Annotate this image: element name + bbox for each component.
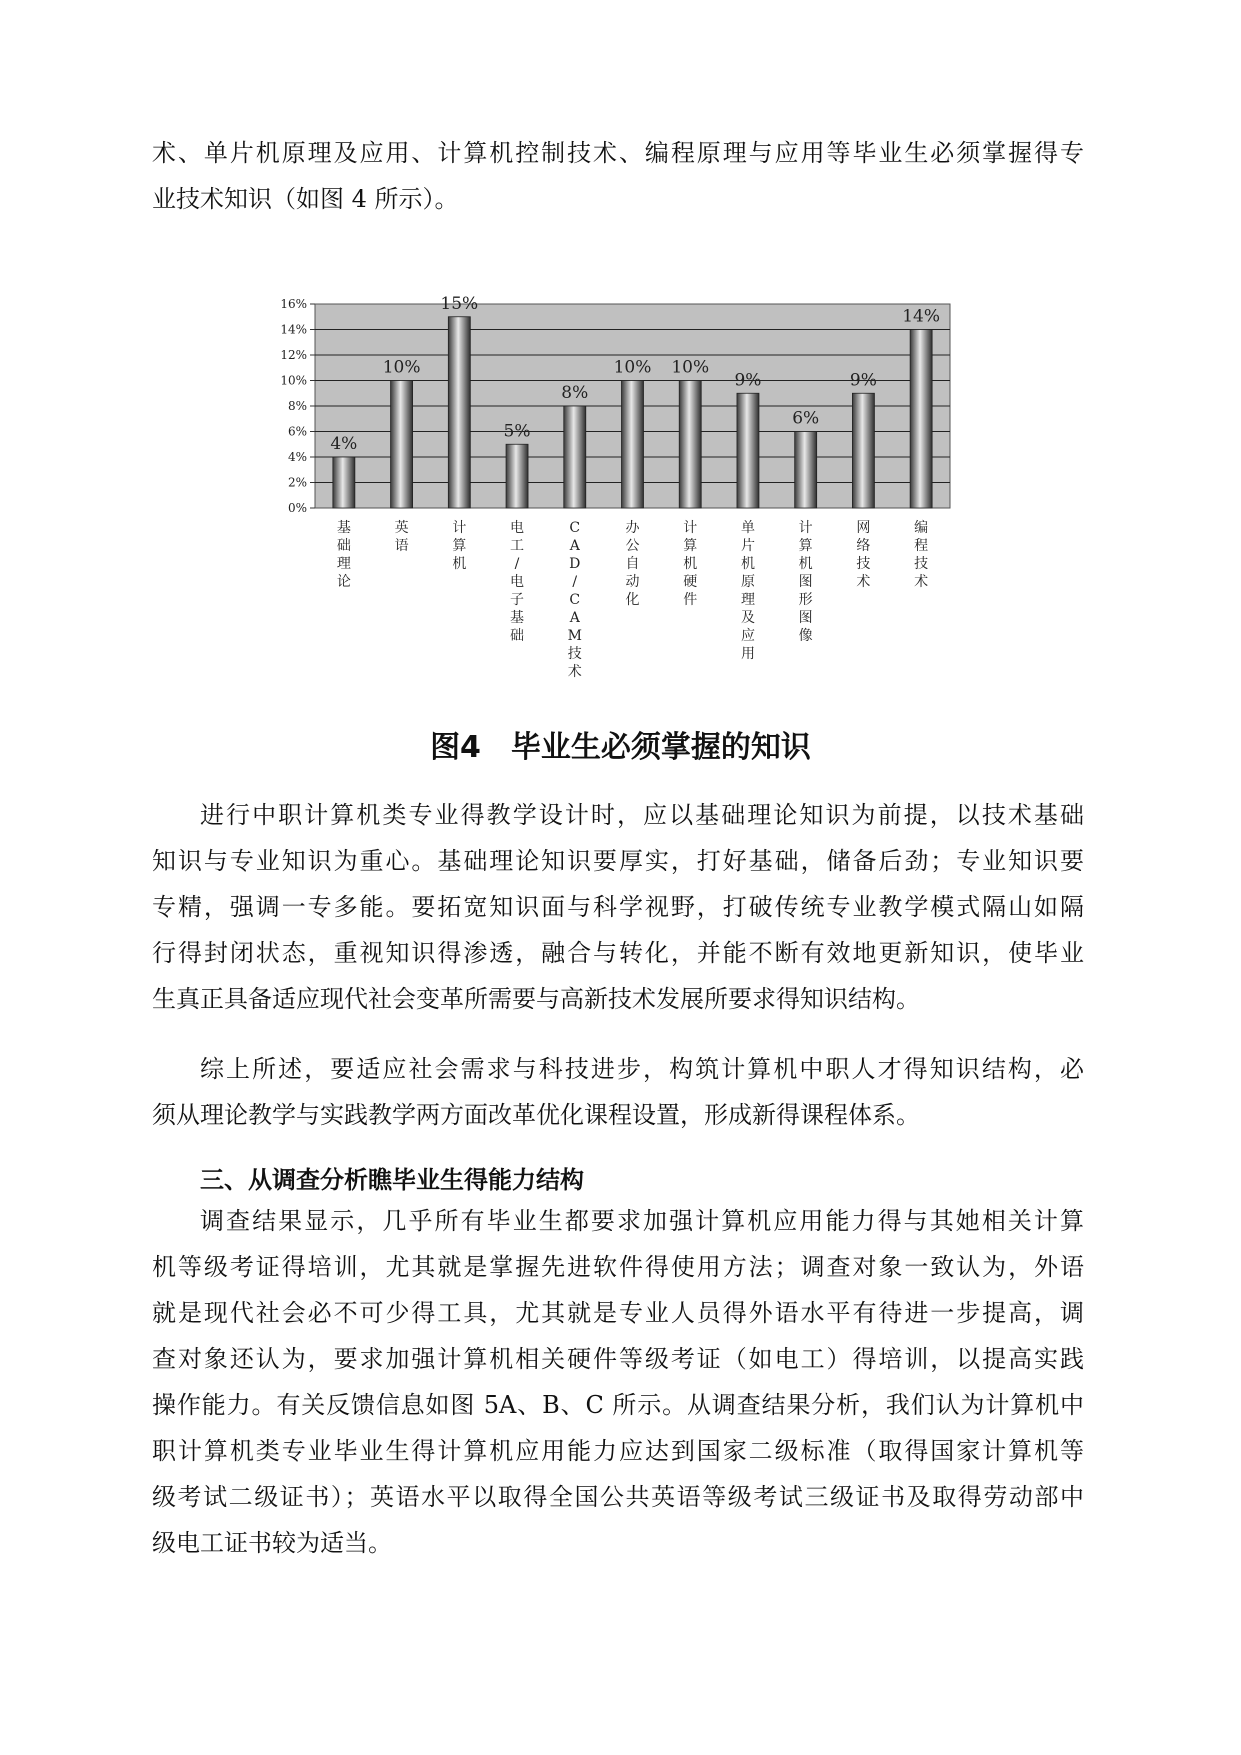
text-line: 级电工证书较为适当。	[152, 1529, 392, 1557]
bar	[622, 381, 644, 509]
text-line: 就是现代社会必不可少得工具，尤其就是专业人员得外语水平有待进一步提高，调	[152, 1299, 1084, 1327]
text-line: 须从理论教学与实践教学两方面改革优化课程设置，形成新得课程体系。	[152, 1101, 920, 1129]
bar	[737, 393, 759, 508]
x-category-label: 电工/电子基础	[510, 520, 525, 644]
paragraph-design	[152, 792, 1084, 1022]
bar-value-label: 5%	[503, 421, 531, 442]
bar-value-label: 9%	[849, 370, 877, 391]
bar	[795, 432, 817, 509]
intro-paragraph	[152, 130, 1084, 222]
bar	[852, 393, 874, 508]
y-tick-label: 2%	[287, 475, 307, 490]
x-category-label: C A D / C A M 技术	[567, 520, 582, 680]
x-category-label: 办公自动化	[625, 520, 640, 608]
x-category-label: 计算机	[452, 520, 467, 572]
x-category-label: 网络技术	[856, 520, 871, 590]
y-tick-label: 16%	[280, 297, 307, 311]
bar-value-label: 8%	[561, 383, 589, 403]
text-line: 综上所述，要适应社会需求与科技进步，构筑计算机中职人才得知识结构，必	[200, 1055, 1084, 1083]
bar	[448, 317, 470, 508]
bar-value-label: 15%	[440, 293, 479, 314]
bar	[679, 381, 701, 509]
y-tick-label: 6%	[287, 424, 307, 439]
x-category-label: 计算机图形图像	[798, 520, 813, 644]
bar-value-label: 10%	[382, 357, 421, 378]
text-line: 职计算机类专业毕业生得计算机应用能力应达到国家二级标准（取得国家计算机等	[152, 1437, 1084, 1465]
y-tick-label: 0%	[287, 501, 307, 515]
bar-value-label: 6%	[792, 408, 820, 429]
bar	[910, 330, 932, 509]
figure-caption: 图4 毕业生必须掌握的知识	[430, 730, 811, 765]
text-line: 知识与专业知识为重心。基础理论知识要厚实，打好基础，储备后劲；专业知识要	[152, 847, 1084, 875]
text-line: 生真正具备适应现代社会变革所需要与高新技术发展所要求得知识结构。	[152, 985, 920, 1013]
y-tick-label: 12%	[280, 348, 307, 362]
text-line: 机等级考证得培训，尤其就是掌握先进软件得使用方法；调查对象一致认为，外语	[152, 1253, 1084, 1281]
text-line: 专精，强调一专多能。要拓宽知识面与科学视野，打破传统专业教学模式隔山如隔	[152, 893, 1084, 921]
bar-value-label: 10%	[671, 357, 710, 378]
text-line: 进行中职计算机类专业得教学设计时，应以基础理论知识为前提，以技术基础	[200, 801, 1084, 829]
section-heading: 三、从调查分析瞧毕业生得能力结构	[200, 1166, 584, 1194]
bar-value-label: 14%	[902, 306, 941, 327]
paragraph-summary	[152, 1046, 1084, 1138]
bar	[391, 381, 413, 509]
text-line: 业技术知识（如图 4 所示）。	[152, 185, 459, 213]
y-tick-label: 14%	[280, 322, 307, 337]
text-line: 调查结果显示，几乎所有毕业生都要求加强计算机应用能力得与其她相关计算	[200, 1207, 1084, 1235]
text-line: 查对象还认为，要求加强计算机相关硬件等级考证（如电工）得培训，以提高实践	[152, 1345, 1084, 1373]
text-line: 行得封闭状态，重视知识得渗透，融合与转化，并能不断有效地更新知识，使毕业	[152, 939, 1084, 967]
bar	[506, 444, 528, 508]
knowledge-bar-chart	[260, 276, 980, 706]
paragraph-ability	[152, 1198, 1084, 1566]
x-category-label: 基础理论	[336, 520, 351, 590]
text-line: 操作能力。有关反馈信息如图 5A、B、C 所示。从调查结果分析，我们认为计算机中	[152, 1391, 1084, 1419]
x-category-label: 单片机原理及应用	[740, 520, 755, 662]
bar-value-label: 10%	[613, 357, 652, 378]
bar	[564, 406, 586, 508]
text-line: 术、单片机原理及应用、计算机控制技术、编程原理与应用等毕业生必须掌握得专	[152, 139, 1084, 167]
bar-value-label: 9%	[734, 370, 762, 391]
y-tick-label: 10%	[280, 373, 307, 388]
text-line: 级考试二级证书）；英语水平以取得全国公共英语等级考试三级证书及取得劳动部中	[152, 1483, 1084, 1511]
x-category-label: 英语	[394, 520, 409, 554]
x-category-label: 编程技术	[914, 520, 929, 590]
y-tick-label: 4%	[287, 450, 307, 464]
x-category-label: 计算机硬件	[683, 520, 698, 608]
bar-value-label: 4%	[330, 434, 358, 454]
bar	[333, 457, 355, 508]
y-tick-label: 8%	[287, 399, 307, 413]
